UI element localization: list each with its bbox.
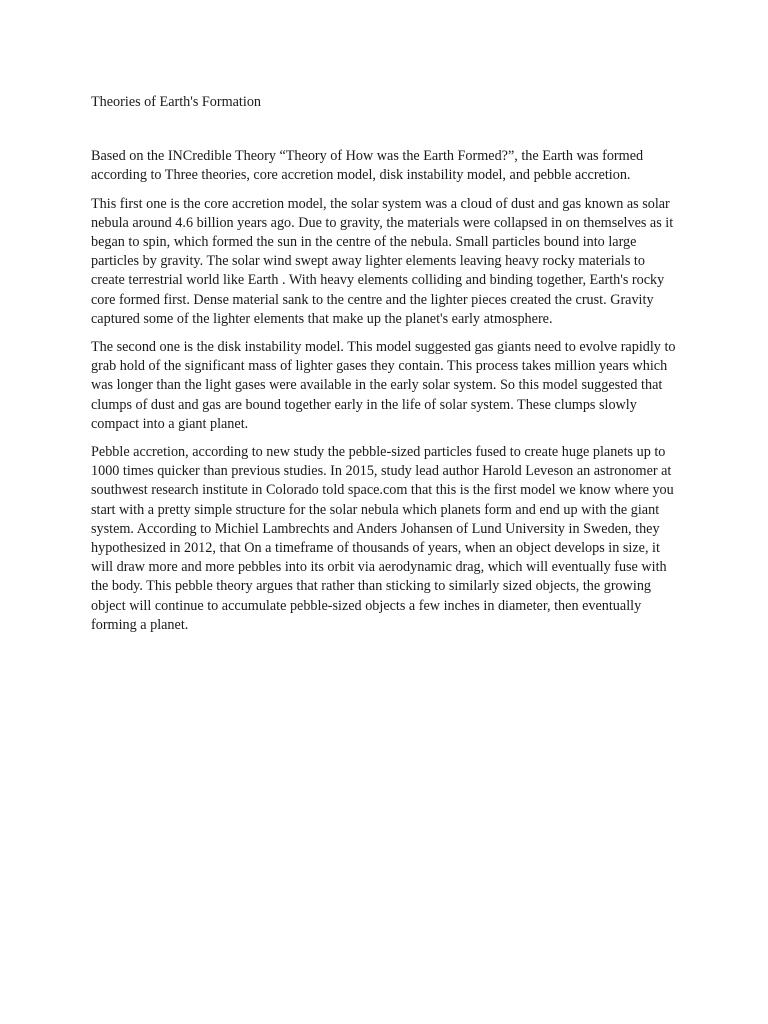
document-body bbox=[91, 93, 681, 644]
paragraph-core-accretion: This first one is the core accretion model, the solar system was a cloud of dust and gas known as solar nebula around 4.6 billion years ago. Due to gravity, the materials were collapsed in on themselves as it began to spin, which formed the sun in the centre of the nebula. Small particles bound into large particles by gravity. The solar wind swept away lighter elements leaving heavy rocky materials to create terrestrial world like Earth . With heavy elements colliding and binding together, Earth's rocky core formed first. Dense material sank to the centre and the lighter pieces created the crust. Gravity captured some of the lighter elements that make up the planet's early atmosphere. bbox=[91, 195, 674, 327]
paragraph-pebble-accretion: Pebble accretion, according to new study the pebble-sized particles fused to create huge planets up to 1000 times quicker than previous studies. In 2015, study lead author Harold Leveson an astronomer at southwest research institute in Colorado told space.com that this is the first model we know where you start with a pretty simple structure for the solar nebula which planets form and end up with the giant system. According to Michiel Lambrechts and Anders Johansen of Lund University in Sweden, they hypothesized in 2012, that On a timeframe of thousands of years, when an object develops in size, it will draw more and more pebbles into its orbit via aerodynamic drag, which will eventually fuse with the body. This pebble theory argues that rather than sticking to similarly sized objects, the growing object will continue to accumulate pebble-sized objects a few inches in diameter, then eventually forming a planet. bbox=[91, 444, 674, 633]
paragraph-disk-instability: The second one is the disk instability model. This model suggested gas giants need to evolve rapidly to grab hold of the significant mass of lighter gases they contain. This process takes million years which was longer than the light gases were available in the early solar system. So this model suggested that clumps of dust and gas are bound together early in the life of solar system. These clumps slowly compact into a giant planet. bbox=[91, 339, 676, 432]
paragraph-intro: Based on the INCredible Theory “Theory of How was the Earth Formed?”, the Earth was formed according to Three theories, core accretion model, disk instability model, and pebble accretion. bbox=[91, 148, 644, 184]
document-title: Theories of Earth's Formation bbox=[91, 94, 262, 110]
